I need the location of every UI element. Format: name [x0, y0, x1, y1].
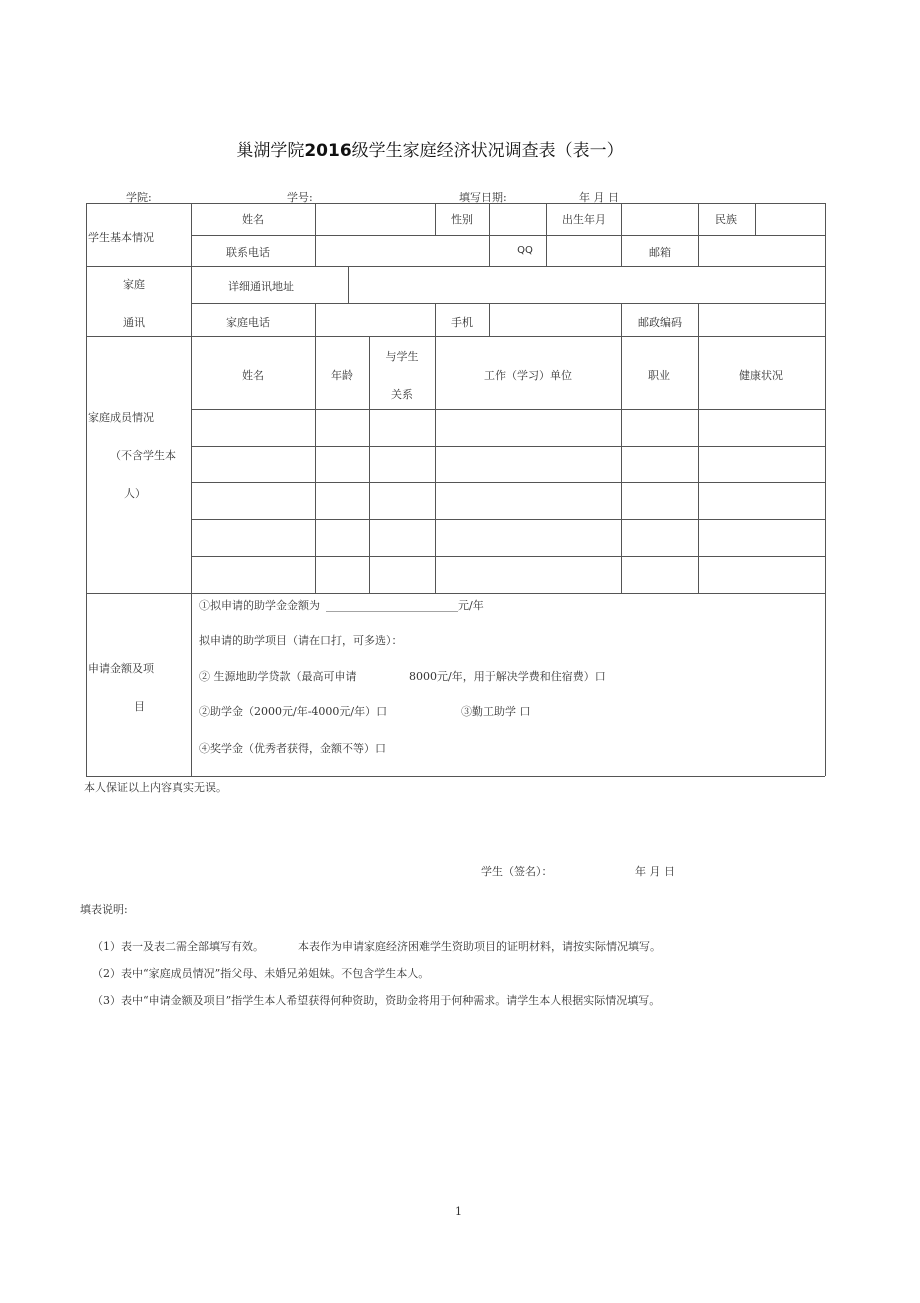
- fill-date-label: 填写日期:: [459, 191, 507, 204]
- apply-section-label-2: 目: [134, 700, 145, 713]
- apply-section-label-1: 申请金额及项: [88, 662, 154, 675]
- instruction-1a: （1）表一及表二需全部填写有效。: [92, 940, 264, 953]
- row-divider: [191, 482, 825, 483]
- instruction-3: （3）表中“申请金额及项目”指学生本人希望获得何种资助，资助金将用于何种需求。请学生本人根据实际情况填写。: [92, 994, 661, 1007]
- family-contact-section-label-2: 通讯: [123, 316, 145, 329]
- contact-phone-label: 联系电话: [226, 246, 270, 259]
- row-divider: [191, 409, 825, 410]
- member-name-header: 姓名: [242, 369, 264, 382]
- row-divider: [191, 556, 825, 557]
- apply-amount-suffix: 元/年: [458, 599, 484, 612]
- row-divider: [86, 593, 825, 594]
- ethnicity-label: 民族: [715, 213, 737, 226]
- member-relation-header-2: 关系: [391, 388, 413, 401]
- row-divider: [191, 446, 825, 447]
- member-job-header: 职业: [648, 369, 670, 382]
- address-label: 详细通讯地址: [228, 280, 294, 293]
- col-divider: [621, 303, 622, 336]
- member-health-header: 健康状况: [739, 369, 783, 382]
- birth-date-label: 出生年月: [562, 213, 606, 226]
- apply-loan-line-b: 8000元/年，用于解决学费和住宿费）口: [409, 670, 606, 683]
- col-divider: [621, 235, 622, 266]
- col-divider: [621, 203, 622, 235]
- member-age-header: 年龄: [331, 369, 353, 382]
- table-border-bottom: [86, 776, 825, 777]
- apply-workstudy-line: ③勤工助学 口: [461, 705, 531, 718]
- student-no-label: 学号:: [287, 191, 313, 204]
- col-divider: [489, 203, 490, 235]
- name-label: 姓名: [242, 213, 264, 226]
- guarantee-statement: 本人保证以上内容真实无误。: [84, 781, 227, 794]
- instructions-title: 填表说明:: [80, 903, 128, 916]
- qq-label: QQ: [517, 245, 533, 256]
- postcode-label: 邮政编码: [638, 316, 682, 329]
- row-divider: [86, 266, 825, 267]
- label-column-divider: [191, 203, 192, 776]
- gender-label: 性别: [451, 213, 473, 226]
- home-phone-label: 家庭电话: [226, 316, 270, 329]
- col-divider: [435, 203, 436, 235]
- col-divider: [698, 303, 699, 336]
- members-section-label-1: 家庭成员情况: [88, 411, 154, 424]
- col-divider: [698, 203, 699, 235]
- member-work-header: 工作（学习）单位: [484, 369, 572, 382]
- apply-amount-line: [199, 597, 484, 613]
- col-divider: [435, 303, 436, 336]
- row-divider: [191, 235, 825, 236]
- col-divider: [755, 203, 756, 235]
- col-divider: [489, 235, 490, 266]
- fill-date-format: 年 月 日: [579, 191, 619, 204]
- col-divider: [315, 303, 316, 336]
- apply-grant-line: ②助学金（2000元/年-4000元/年）口: [199, 705, 388, 718]
- col-divider: [489, 303, 490, 336]
- apply-amount-prefix: ①拟申请的助学金金额为: [199, 599, 320, 612]
- email-label: 邮箱: [649, 246, 671, 259]
- table-border-right: [825, 203, 826, 776]
- apply-loan-line-a: ② 生源地助学贷款（最高可申请: [199, 670, 357, 683]
- basic-info-section-label: 学生基本情况: [88, 231, 154, 244]
- page-title: 巢湖学院2016级学生家庭经济状况调查表（表一）: [236, 141, 624, 161]
- apply-scholarship-line: ④奖学金（优秀者获得，金额不等）口: [199, 742, 386, 755]
- apply-projects-line: 拟申请的助学项目（请在口打，可多选）：: [199, 634, 403, 647]
- members-section-label-2: （不含学生本: [110, 449, 176, 462]
- student-signature-label: 学生（签名）：: [481, 865, 553, 878]
- college-label: 学院:: [126, 191, 152, 204]
- instruction-1b: 本表作为申请家庭经济困难学生资助项目的证明材料，请按实际情况填写。: [298, 940, 661, 953]
- col-divider: [698, 336, 699, 593]
- table-border-top: [86, 203, 825, 204]
- table-border-left: [86, 203, 87, 776]
- row-divider: [191, 519, 825, 520]
- mobile-label: 手机: [451, 316, 473, 329]
- col-divider: [621, 336, 622, 593]
- col-divider: [698, 235, 699, 266]
- col-divider: [315, 235, 316, 266]
- apply-amount-blank: ________________________: [326, 599, 458, 612]
- member-relation-header-1: 与学生: [385, 350, 419, 363]
- col-divider: [435, 336, 436, 593]
- signature-date-format: 年 月 日: [635, 865, 675, 878]
- instruction-2: （2）表中“家庭成员情况”指父母、未婚兄弟姐妹。不包含学生本人。: [92, 967, 430, 980]
- col-divider: [315, 336, 316, 593]
- col-divider: [546, 235, 547, 266]
- col-divider: [369, 336, 370, 593]
- col-divider: [348, 266, 349, 303]
- members-section-label-3: 人）: [124, 487, 146, 500]
- col-divider: [315, 203, 316, 235]
- page-number: 1: [455, 1205, 462, 1218]
- col-divider: [546, 203, 547, 235]
- row-divider: [191, 303, 825, 304]
- row-divider: [86, 336, 825, 337]
- family-contact-section-label-1: 家庭: [123, 278, 145, 291]
